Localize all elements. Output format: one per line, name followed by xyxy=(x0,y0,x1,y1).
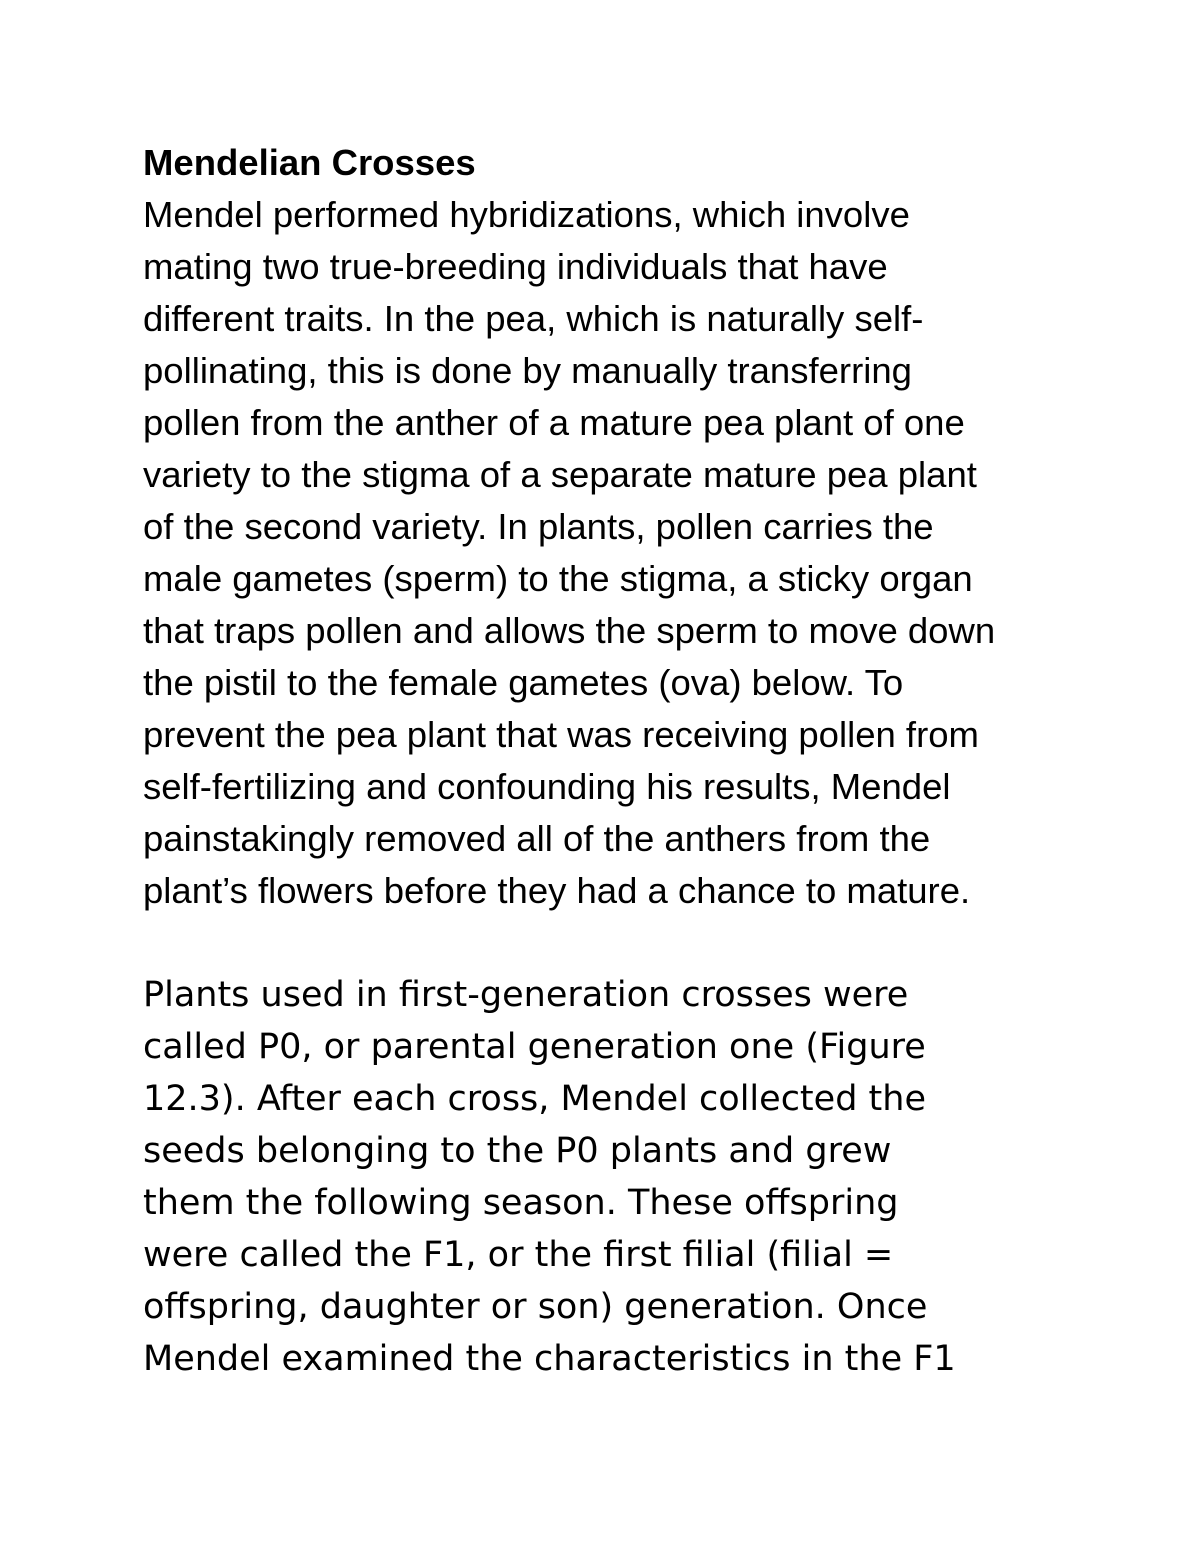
paragraph-line: mating two true-breeding individuals that have xyxy=(143,246,888,287)
paragraph-line: different traits. In the pea, which is naturally self- xyxy=(143,298,924,339)
paragraph-line: prevent the pea plant that was receiving pollen from xyxy=(143,714,979,755)
paragraph-line: painstakingly removed all of the anthers from the xyxy=(143,818,931,859)
paragraph-line: were called the F1, or the first filial (filial = xyxy=(143,1235,894,1275)
paragraph-line: seeds belonging to the P0 plants and grew xyxy=(143,1131,892,1171)
paragraph-line: 12.3). After each cross, Mendel collected the xyxy=(143,1079,926,1119)
paragraph-line: Mendel performed hybridizations, which involve xyxy=(143,194,910,235)
paragraph-line: called P0, or parental generation one (Figure xyxy=(143,1027,926,1067)
paragraph-line: of the second variety. In plants, pollen carries the xyxy=(143,506,934,547)
paragraph-line: self-fertilizing and confounding his results, Mendel xyxy=(143,766,951,807)
paragraph-line: Plants used in first-generation crosses were xyxy=(143,975,909,1015)
paragraph-line: male gametes (sperm) to the stigma, a sticky organ xyxy=(143,558,973,599)
document-title: Mendelian Crosses xyxy=(143,142,476,183)
paragraph-line: offspring, daughter or son) generation. Once xyxy=(143,1287,928,1327)
paragraph-line: plant’s flowers before they had a chance to mature. xyxy=(143,870,971,911)
paragraph-line: them the following season. These offspring xyxy=(143,1183,899,1223)
paragraph-line: Mendel examined the characteristics in the F1 xyxy=(143,1339,956,1379)
paragraph-line: pollinating, this is done by manually transferring xyxy=(143,350,912,391)
paragraph-line: the pistil to the female gametes (ova) below. To xyxy=(143,662,904,703)
paragraph-line: pollen from the anther of a mature pea plant of one xyxy=(143,402,965,443)
paragraph-line: variety to the stigma of a separate mature pea plant xyxy=(143,454,977,495)
paragraph-line: that traps pollen and allows the sperm to move down xyxy=(143,610,996,651)
